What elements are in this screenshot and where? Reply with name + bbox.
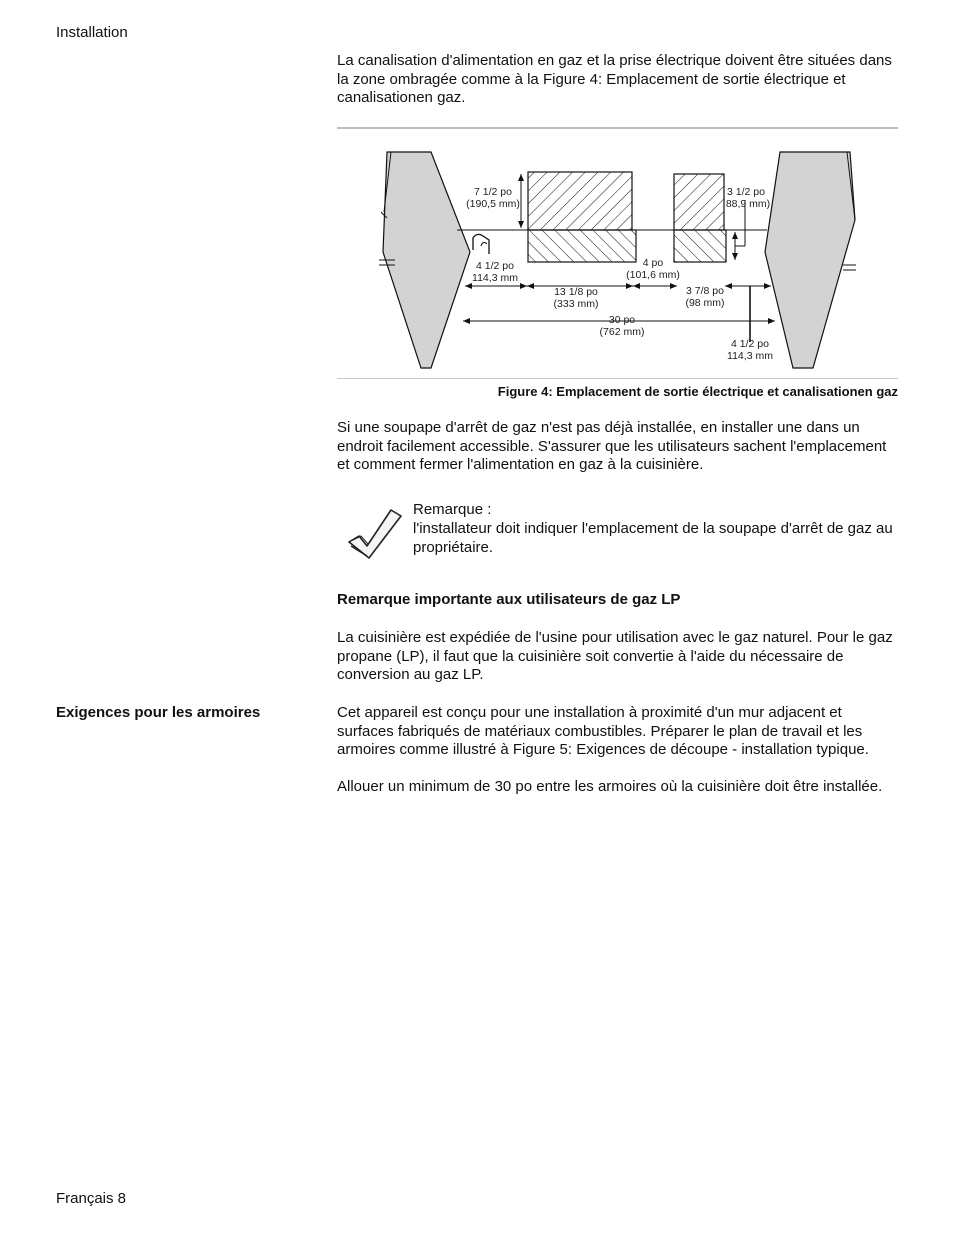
dim-3-1-2: 3 1/2 po — [727, 186, 765, 198]
gas-fitting-symbol — [473, 234, 489, 254]
lp-heading: Remarque importante aux utilisateurs de gaz LP — [337, 591, 681, 608]
page-footer: Français 8 — [56, 1190, 127, 1207]
checkmark-note-icon — [345, 506, 403, 560]
svg-text:88,9 mm): 88,9 mm) — [725, 198, 771, 210]
svg-text:(101,6 mm): (101,6 mm) — [626, 269, 680, 281]
note-text: l'installateur doit indiquer l'emplacement de la soupape d'arrêt de gaz au propriétaire. — [413, 520, 893, 556]
svg-text:(333 mm): (333 mm) — [553, 298, 599, 310]
svg-text:(762 mm): (762 mm) — [599, 326, 645, 338]
svg-text:(98 mm): (98 mm) — [685, 297, 725, 309]
svg-text:(190,5 mm): (190,5 mm) — [466, 198, 520, 210]
dim-4-1-2-left: 4 1/2 po — [476, 260, 514, 272]
dim-4-1-2-right: 4 1/2 po — [731, 338, 769, 350]
running-header: Installation — [56, 24, 128, 41]
dim-7-1-2: 7 1/2 po — [474, 186, 512, 198]
intro-paragraph: La canalisation d'alimentation en gaz et la prise électrique doivent être situées dans la zone ombragée comme à la Figure 4: Emplacement de sortie électrique et canalisationen gaz. — [337, 52, 892, 107]
shutoff-paragraph: Si une soupape d'arrêt de gaz n'est pas déjà installée, en installer une dans un endroit facilement accessible. S'assurer que les utilisateurs sachent l'emplacement et comment fermer l'alimentation en gaz à la cuisinière. — [337, 419, 887, 474]
dim-13-1-8: 13 1/8 po — [554, 286, 598, 298]
svg-text:114,3 mm: 114,3 mm — [472, 272, 518, 284]
figure-top-rule — [337, 127, 898, 129]
note-label: Remarque : — [413, 501, 492, 518]
dim-3-7-8: 3 7/8 po — [686, 285, 724, 297]
svg-text:114,3 mm: 114,3 mm — [727, 350, 773, 362]
left-cabinet-panel — [379, 152, 470, 368]
cabinet-paragraph-2: Allouer un minimum de 30 po entre les armoires où la cuisinière doit être installée. — [337, 778, 883, 795]
right-cabinet-panel — [765, 152, 856, 368]
dim-4: 4 po — [642, 257, 664, 269]
lp-paragraph: La cuisinière est expédiée de l'usine pour utilisation avec le gaz naturel. Pour le gaz propane (LP), il faut que la cuisinière soit convertie à l'aide du nécessaire de conversion au gaz LP. — [337, 629, 893, 684]
figure-caption: Figure 4: Emplacement de sortie électrique et canalisationen gaz — [497, 384, 898, 399]
gas-electrical-location-diagram — [337, 140, 898, 375]
cabinet-heading: Exigences pour les armoires — [56, 704, 261, 721]
dim-30: 30 po — [608, 314, 636, 326]
cabinet-paragraph-1: Cet appareil est conçu pour une installation à proximité d'un mur adjacent et surfaces fabriqués de matériaux combustibles. Préparer le plan de travail et les armoires comme illustré à Figure 5: Exigences de découpe - installation typique. — [337, 704, 869, 759]
figure-bottom-rule — [337, 378, 898, 379]
